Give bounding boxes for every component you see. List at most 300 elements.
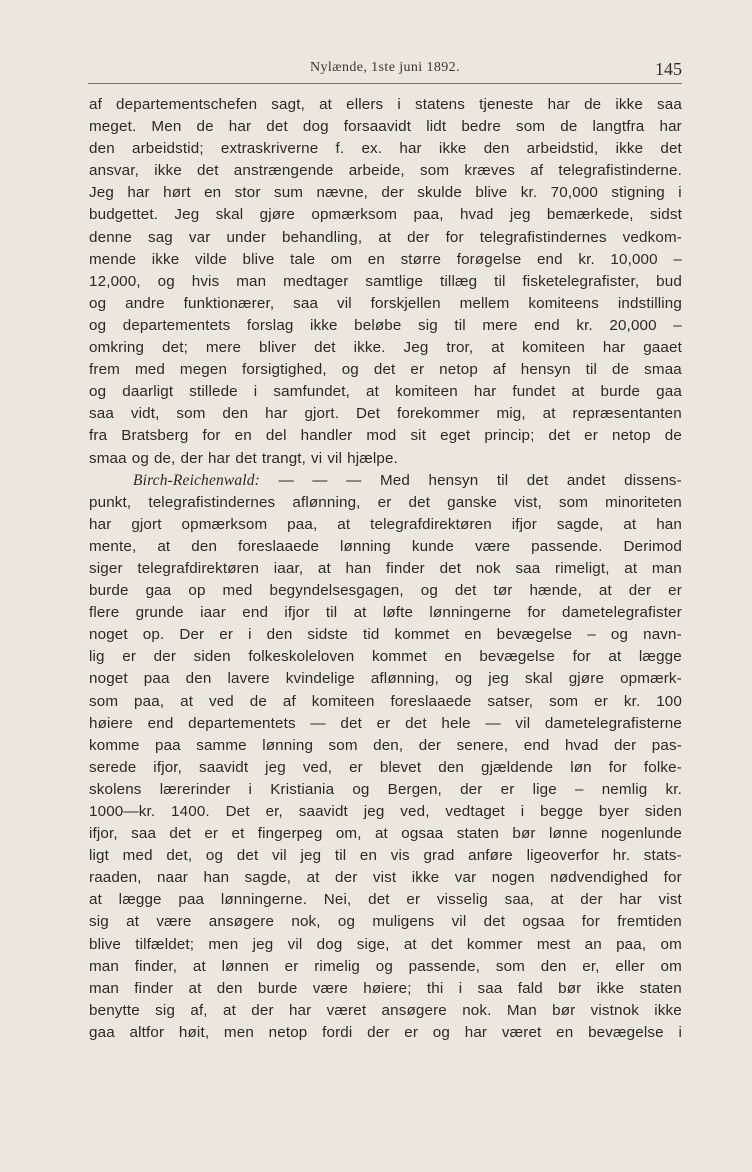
word: til bbox=[325, 604, 338, 622]
word: thi bbox=[426, 979, 444, 997]
word: det bbox=[548, 427, 571, 445]
word: har bbox=[602, 339, 626, 357]
text-line bbox=[89, 889, 682, 911]
word: tale bbox=[290, 250, 316, 268]
word: budgettet. bbox=[89, 206, 159, 224]
text-line bbox=[89, 735, 682, 757]
word: 12,000, bbox=[89, 272, 141, 290]
word: det bbox=[408, 493, 431, 511]
word: bedre bbox=[461, 118, 501, 136]
word: saa bbox=[657, 96, 682, 113]
word: nok, bbox=[291, 913, 321, 931]
word: kvindelige bbox=[285, 670, 355, 688]
word: naar bbox=[157, 869, 188, 887]
word: mere bbox=[482, 316, 518, 334]
word: vidt, bbox=[130, 405, 160, 423]
text-line bbox=[89, 757, 682, 779]
word: at bbox=[491, 339, 505, 357]
word: de bbox=[612, 361, 630, 379]
word: er, bbox=[582, 957, 600, 975]
word: vist bbox=[372, 869, 397, 887]
word: vil bbox=[515, 714, 531, 732]
word: i bbox=[248, 780, 253, 798]
word: er bbox=[668, 582, 682, 600]
word: for bbox=[663, 869, 682, 887]
word: for bbox=[202, 427, 221, 445]
word: ex. bbox=[361, 140, 383, 158]
word: den, bbox=[373, 736, 404, 754]
word: ikke. bbox=[353, 339, 386, 357]
word: smaa bbox=[644, 361, 682, 379]
word: anføre bbox=[468, 847, 513, 865]
word: og bbox=[89, 316, 107, 334]
word: der bbox=[418, 736, 442, 754]
word: det; bbox=[162, 339, 188, 357]
text-line bbox=[89, 668, 682, 690]
word: men bbox=[223, 1023, 254, 1041]
word: paa, bbox=[616, 935, 647, 953]
word: det bbox=[660, 140, 682, 158]
word: mente, bbox=[89, 537, 137, 555]
word: fordi bbox=[322, 1023, 353, 1041]
word: ved bbox=[208, 692, 234, 710]
word: bemærkede, bbox=[546, 206, 634, 224]
word: anstrængende bbox=[233, 162, 334, 180]
word: hjælpe. bbox=[347, 449, 398, 467]
word: er bbox=[404, 1023, 419, 1041]
word: telegrafistindernes bbox=[148, 493, 276, 511]
word: forekommer bbox=[397, 405, 480, 423]
text-line bbox=[89, 160, 682, 182]
word: — bbox=[485, 714, 501, 732]
word: at bbox=[126, 913, 140, 931]
word: — bbox=[278, 471, 294, 489]
word: folkeskoleloven bbox=[248, 648, 355, 666]
word: der bbox=[580, 891, 603, 909]
word: netop bbox=[439, 361, 478, 379]
word: paa, bbox=[287, 515, 318, 533]
word: arbeidstid, bbox=[526, 140, 599, 158]
word: arbeide, bbox=[348, 162, 405, 180]
word: at bbox=[624, 559, 638, 577]
word: burde bbox=[257, 979, 298, 997]
word: gaa bbox=[145, 582, 172, 600]
word: til bbox=[496, 471, 509, 489]
word: Jeg bbox=[174, 206, 200, 224]
word: funktionærer, bbox=[183, 294, 275, 312]
header-rule bbox=[88, 83, 682, 84]
word: dog bbox=[302, 118, 329, 136]
word: at bbox=[306, 869, 320, 887]
word: med bbox=[122, 847, 153, 865]
word: end bbox=[534, 316, 560, 334]
text-line bbox=[89, 956, 682, 978]
word: han bbox=[656, 515, 682, 533]
word: de, bbox=[153, 449, 176, 467]
word: kr. bbox=[578, 250, 595, 268]
word: satser, bbox=[487, 692, 534, 710]
word: bevægelse bbox=[588, 1023, 664, 1041]
word: stor bbox=[234, 184, 261, 202]
text-line bbox=[89, 138, 682, 160]
word: det bbox=[235, 449, 257, 467]
word: sig bbox=[155, 1001, 176, 1019]
text-line bbox=[89, 713, 682, 735]
word: medtager bbox=[283, 272, 349, 290]
word: daarligt bbox=[122, 383, 174, 401]
word: stats- bbox=[643, 847, 682, 865]
word: 70,000 bbox=[550, 184, 598, 202]
word: det bbox=[483, 913, 506, 931]
word: og bbox=[341, 361, 359, 379]
text-line bbox=[89, 978, 682, 1000]
word: telegrafdirektøren bbox=[137, 559, 260, 577]
text-line bbox=[89, 381, 682, 403]
word: hensyn bbox=[428, 471, 479, 489]
text-line bbox=[89, 691, 682, 713]
word: det bbox=[454, 582, 477, 600]
word: fremtiden bbox=[617, 913, 682, 931]
word: sagt, bbox=[271, 96, 305, 113]
word: de bbox=[249, 692, 267, 710]
word: sum bbox=[273, 184, 304, 202]
word: de bbox=[584, 96, 602, 113]
word: hvad bbox=[564, 736, 599, 754]
word: forslag bbox=[246, 316, 294, 334]
word: del bbox=[265, 427, 287, 445]
word: nemlig bbox=[601, 780, 648, 798]
word: de bbox=[664, 427, 682, 445]
word: lægge bbox=[118, 891, 162, 909]
word: det bbox=[236, 847, 259, 865]
word: noget bbox=[89, 626, 128, 644]
word: at bbox=[353, 604, 367, 622]
speaker-name: Birch-Reichenwald: bbox=[133, 471, 260, 489]
text-line bbox=[89, 470, 682, 492]
word: komme bbox=[89, 736, 140, 754]
word: forsigtighed, bbox=[242, 361, 327, 379]
word: blive bbox=[242, 250, 275, 268]
word: er, bbox=[265, 803, 283, 820]
word: komiteen bbox=[522, 339, 585, 357]
word: gjøre bbox=[568, 670, 605, 688]
word: navn- bbox=[643, 626, 682, 644]
word: er bbox=[584, 427, 598, 445]
word: handler bbox=[300, 427, 353, 445]
word: Der bbox=[179, 626, 205, 644]
word: en bbox=[556, 1023, 574, 1041]
word: har bbox=[659, 118, 682, 136]
body-text bbox=[89, 94, 682, 1044]
word: sidste bbox=[307, 626, 348, 644]
word: i bbox=[248, 626, 252, 644]
word: med bbox=[222, 582, 253, 600]
word: blive bbox=[89, 935, 121, 953]
word: lønningerne bbox=[429, 604, 512, 622]
text-line bbox=[89, 425, 682, 447]
word: vil bbox=[327, 449, 343, 467]
word: har bbox=[547, 96, 570, 113]
word: Nei, bbox=[323, 891, 352, 909]
word: en bbox=[464, 626, 482, 644]
word: departementets bbox=[122, 316, 231, 334]
word: sit bbox=[410, 427, 427, 445]
word: indstilling bbox=[617, 294, 682, 312]
word: vist, bbox=[514, 493, 542, 511]
word: af bbox=[492, 361, 506, 379]
word: Med bbox=[379, 471, 410, 489]
word: vistnok bbox=[590, 1001, 639, 1019]
word: vedtaget bbox=[445, 803, 505, 820]
word: det bbox=[439, 559, 462, 577]
word: gjøre bbox=[259, 206, 295, 224]
word: lønnen bbox=[221, 957, 269, 975]
word: ikke bbox=[310, 316, 338, 334]
word: jeg bbox=[252, 935, 274, 953]
word: hr. bbox=[612, 847, 631, 865]
word: den bbox=[185, 670, 212, 688]
word: Jeg bbox=[403, 339, 429, 357]
word: opmærk- bbox=[620, 670, 682, 688]
text-line bbox=[89, 227, 682, 249]
word: – bbox=[574, 780, 584, 798]
word: være bbox=[474, 537, 511, 555]
word: blive bbox=[475, 184, 508, 202]
word: nogenlunde bbox=[601, 825, 682, 843]
word: ikke bbox=[154, 162, 182, 180]
word: saa, bbox=[504, 891, 534, 909]
word: end bbox=[523, 736, 550, 754]
text-line bbox=[89, 801, 682, 823]
word: det bbox=[368, 891, 390, 909]
word: pas- bbox=[651, 736, 682, 754]
word: fundet bbox=[512, 383, 556, 401]
word: statens bbox=[415, 96, 466, 113]
word: man bbox=[89, 957, 119, 975]
word: senere, bbox=[456, 736, 509, 754]
word: i bbox=[458, 979, 463, 997]
text-line bbox=[89, 492, 682, 514]
word: omkring bbox=[89, 339, 145, 357]
word: om, bbox=[335, 825, 362, 843]
page-header bbox=[88, 60, 682, 82]
word: og bbox=[610, 626, 629, 644]
word: siden bbox=[193, 648, 231, 666]
word: der bbox=[407, 228, 430, 246]
word: at bbox=[374, 825, 388, 843]
word: opmærksom bbox=[181, 515, 268, 533]
word: nok. bbox=[462, 1001, 492, 1019]
word: hvad bbox=[459, 206, 494, 224]
word: at bbox=[366, 383, 379, 401]
word: punkt, bbox=[89, 493, 132, 511]
word: vil bbox=[336, 294, 352, 312]
word: ansøgere bbox=[208, 913, 275, 931]
word: er bbox=[377, 493, 392, 511]
word: lig bbox=[89, 648, 105, 666]
word: kr. bbox=[520, 184, 538, 202]
word: og bbox=[205, 847, 224, 865]
word: der bbox=[381, 184, 404, 202]
word: den bbox=[89, 140, 115, 158]
word: og bbox=[337, 913, 356, 931]
word: folke- bbox=[643, 758, 682, 776]
word: saa bbox=[477, 979, 503, 997]
word: det, bbox=[166, 847, 193, 865]
word: høiere; bbox=[363, 979, 412, 997]
word: – bbox=[673, 250, 682, 268]
word: at bbox=[222, 1001, 236, 1019]
word: eget bbox=[440, 427, 471, 445]
word: til bbox=[585, 361, 598, 379]
word: være bbox=[156, 913, 192, 931]
word: er bbox=[410, 361, 425, 379]
word: er bbox=[349, 758, 363, 776]
word: altfor bbox=[129, 1023, 165, 1041]
word: vi bbox=[311, 449, 323, 467]
word: vedkom- bbox=[622, 228, 682, 246]
word: saavidt bbox=[199, 758, 249, 776]
word: passende, bbox=[408, 957, 481, 975]
word: den bbox=[438, 758, 465, 776]
word: kommer bbox=[466, 935, 523, 953]
word: ikke bbox=[411, 869, 440, 887]
word: nok bbox=[475, 559, 501, 577]
word: at bbox=[188, 979, 202, 997]
word: lavere bbox=[227, 670, 270, 688]
word: ganske bbox=[447, 493, 498, 511]
word: end bbox=[536, 250, 563, 268]
word: ved, bbox=[400, 803, 430, 820]
word: blevet bbox=[379, 758, 422, 776]
word: som bbox=[549, 692, 579, 710]
word: Det bbox=[225, 803, 250, 820]
word: visselig bbox=[436, 891, 488, 909]
word: som bbox=[328, 736, 358, 754]
word: og bbox=[131, 449, 149, 467]
word: dog bbox=[316, 935, 343, 953]
text-line bbox=[89, 779, 682, 801]
word: hørt bbox=[163, 184, 191, 202]
word: arbeidstid; bbox=[131, 140, 204, 158]
word: et bbox=[231, 825, 245, 843]
word: af bbox=[530, 162, 544, 180]
word: Kristiania bbox=[270, 780, 335, 798]
word: og bbox=[89, 383, 107, 401]
word: at bbox=[378, 228, 392, 246]
word: lønning bbox=[262, 736, 314, 754]
word: lønningerne. bbox=[220, 891, 308, 909]
word: iaar bbox=[200, 604, 226, 622]
word: sagde, bbox=[556, 515, 604, 533]
word: ikke bbox=[151, 250, 180, 268]
word: større bbox=[400, 250, 442, 268]
word: at bbox=[608, 648, 622, 666]
word: jeg bbox=[300, 847, 322, 865]
word: saa bbox=[131, 825, 157, 843]
word: at bbox=[598, 582, 612, 600]
word: — bbox=[346, 471, 362, 489]
word: paa bbox=[178, 891, 205, 909]
word: til bbox=[494, 272, 506, 290]
word: er bbox=[594, 692, 608, 710]
word: at bbox=[157, 537, 171, 555]
word: ifjor bbox=[511, 515, 537, 533]
text-line bbox=[89, 359, 682, 381]
word: finder bbox=[386, 559, 425, 577]
word: byer bbox=[598, 803, 630, 820]
word: som bbox=[419, 162, 450, 180]
word: kr. bbox=[623, 692, 641, 710]
word: 10,000 bbox=[610, 250, 658, 268]
word: for bbox=[581, 913, 600, 931]
word: af bbox=[282, 692, 296, 710]
word: Det bbox=[356, 405, 381, 423]
text-line bbox=[89, 204, 682, 226]
word: siger bbox=[89, 559, 123, 577]
word: fisketelegrafister, bbox=[522, 272, 640, 290]
word: jeg bbox=[363, 803, 385, 820]
word: og bbox=[352, 780, 370, 798]
word: ligeoverfor bbox=[526, 847, 600, 865]
word: af, bbox=[190, 1001, 208, 1019]
word: er bbox=[500, 780, 515, 798]
word: telegrafdirektøren bbox=[370, 515, 492, 533]
word: ellers bbox=[346, 96, 384, 113]
word: sidst bbox=[650, 206, 682, 224]
word: kommet bbox=[394, 626, 450, 644]
word: det bbox=[314, 339, 336, 357]
word: extraskriverne bbox=[220, 140, 319, 158]
word: f. bbox=[335, 140, 345, 158]
word: og bbox=[375, 957, 393, 975]
word: bud bbox=[656, 272, 682, 290]
word: høiere bbox=[89, 714, 133, 732]
word: kræves bbox=[464, 162, 516, 180]
word: skulde bbox=[417, 184, 463, 202]
word: lægge bbox=[638, 648, 682, 666]
word: telegrafistinderne. bbox=[558, 162, 682, 180]
word: stillede bbox=[189, 383, 238, 401]
word: aflønning, bbox=[370, 670, 440, 688]
word: rimelig bbox=[314, 957, 360, 975]
word: der bbox=[367, 1023, 390, 1041]
text-line bbox=[89, 580, 682, 602]
word: han bbox=[345, 559, 372, 577]
word: 100 bbox=[656, 692, 682, 710]
word: bevægelse bbox=[479, 648, 555, 666]
text-line bbox=[89, 602, 682, 624]
word: som bbox=[516, 118, 546, 136]
word: sag bbox=[147, 228, 173, 246]
word: opmærksom bbox=[311, 206, 398, 224]
word: der bbox=[153, 648, 177, 666]
word: at bbox=[192, 957, 206, 975]
word: lidt bbox=[426, 118, 447, 136]
word: bør bbox=[558, 979, 582, 997]
word: benytte bbox=[89, 1001, 140, 1019]
word: ansvar, bbox=[89, 162, 140, 180]
word: for bbox=[445, 228, 464, 246]
word: som bbox=[495, 957, 525, 975]
word: som bbox=[558, 493, 589, 511]
word: det bbox=[340, 714, 362, 732]
word: jeg bbox=[265, 758, 286, 776]
word: løfte bbox=[382, 604, 414, 622]
text-line bbox=[89, 845, 682, 867]
word: beløbe bbox=[354, 316, 402, 334]
word: han bbox=[203, 869, 230, 887]
